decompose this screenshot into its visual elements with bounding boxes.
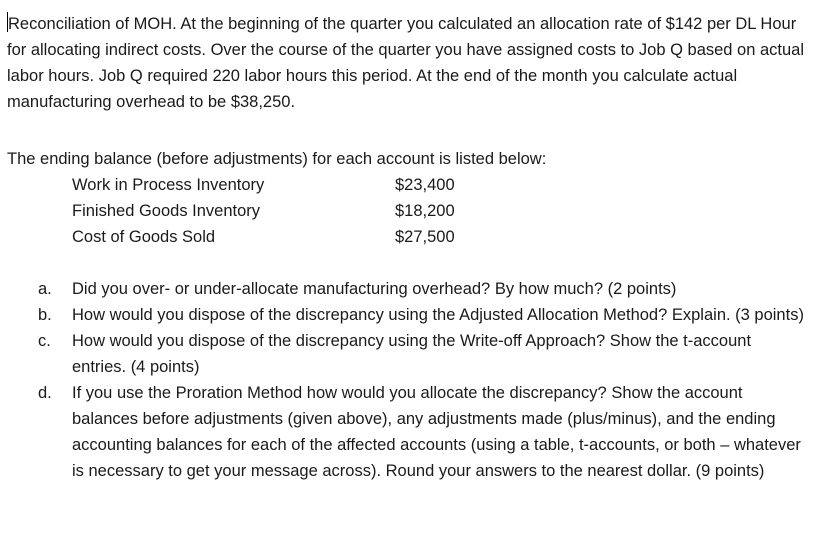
intro-paragraph — [7, 11, 812, 115]
question-item-b — [38, 302, 808, 328]
question-letter: b. — [38, 306, 52, 324]
question-letter: d. — [38, 384, 52, 402]
account-name: Cost of Goods Sold — [72, 228, 216, 246]
table-row — [72, 172, 455, 198]
account-amount: $23,400 — [395, 176, 455, 194]
table-row — [72, 224, 455, 250]
question-text: If you use the Proration Method how would you allocate the discrepancy? Show the account balances before adjustments (given above), any adjustments made (plus/minus), and the ending accounting balances for each of the affected accounts (using a table, t-accounts, or both – whatever is necessary to get your message across). Round your answers to the nearest dollar. (9 points) — [72, 384, 801, 480]
question-letter: a. — [38, 280, 52, 298]
account-balance-table — [72, 172, 455, 250]
question-text: How would you dispose of the discrepancy using the Write-off Approach? Show the t-account entries. (4 points) — [72, 332, 752, 376]
balance-heading: The ending balance (before adjustments) for each account is listed below: — [7, 150, 547, 168]
intro-text: Reconciliation of MOH. At the beginning of the quarter you calculated an allocation rate of $142 per DL Hour for allocating indirect costs. Over the course of the quarter you have assigned costs to Job Q based on actual labor hours. Job Q required 220 labor hours this period. At the end of the month you calculate actual manufacturing overhead to be $38,250. — [7, 15, 805, 111]
table-row — [72, 198, 455, 224]
question-item-c — [38, 328, 808, 380]
account-amount: $27,500 — [395, 228, 455, 246]
question-letter: c. — [38, 332, 51, 350]
account-name: Work in Process Inventory — [72, 176, 265, 194]
question-item-a — [38, 276, 808, 302]
account-name: Finished Goods Inventory — [72, 202, 261, 220]
account-amount: $18,200 — [395, 202, 455, 220]
question-list — [38, 276, 808, 484]
question-item-d — [38, 380, 808, 484]
question-text: How would you dispose of the discrepancy using the Adjusted Allocation Method? Explain. (3 points) — [72, 306, 804, 324]
question-text: Did you over- or under-allocate manufacturing overhead? By how much? (2 points) — [72, 280, 677, 298]
